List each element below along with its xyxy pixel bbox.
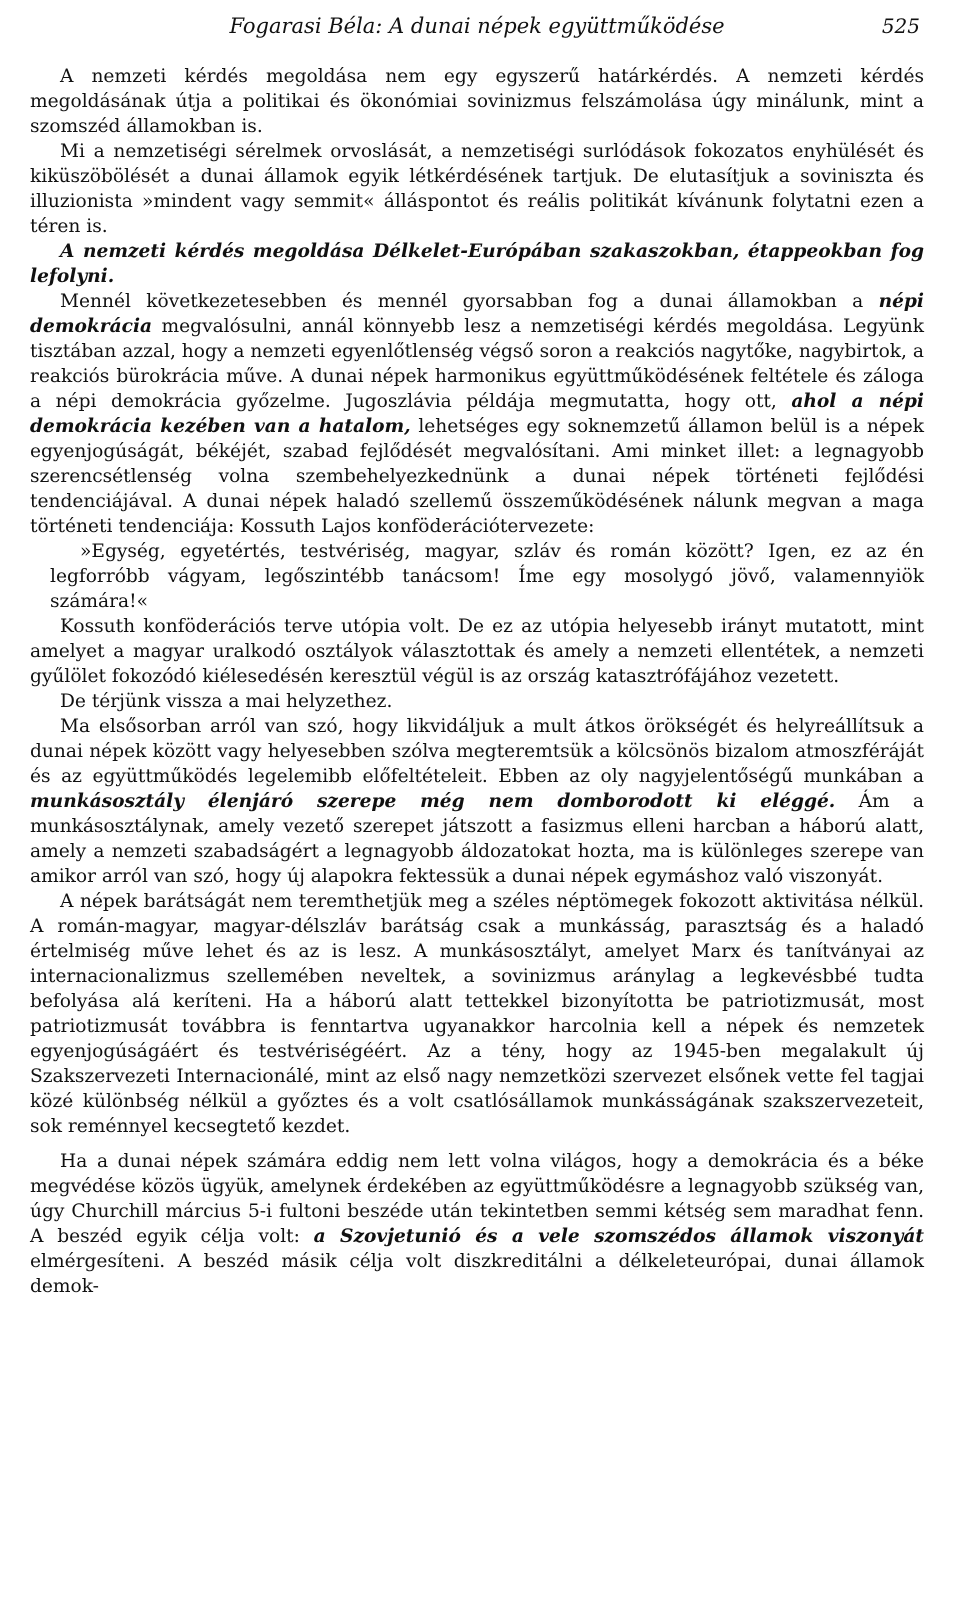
paragraph-4-emphasis-b: ahol a népi demokrácia kezében van a hatalom, xyxy=(30,391,924,437)
running-title: Fogarasi Béla: A dunai népek együttműködése xyxy=(229,14,725,38)
page-number: 525 xyxy=(881,14,920,38)
paragraph-8: A népek barátságát nem teremthetjük meg a széles néptömegek fokozott aktivitása nélkül. A román-magyar, magyar-délszláv barátság csak a munkásság, parasztság és a haladó értelmiség műve lehet és az is lesz. A munkásosztályt, amelyet Marx és tanítványai az internacionalizmus szellemében neveltek, a sovinizmus aránylag a legkevésbbé tudta befolyása alá keríteni. Ha a háború alatt tettekkel bizonyította be patriotizmusát, most patriotizmusát továbbra is fenntartva ugyanakkor harcolnia kell a népek és nemzetek egyenjogúságáért és testvériségéért. Az a tény, hogy az 1945-ben megalakult új Szakszervezeti Internacionálé, mint az első nagy nemzetközi szervezet elsőnek vette fel tagjai közé különbség nélkül a győztes és a volt csatlósállamok munkásságának szakszervezeteit, sok reménnyel kecsegtető kezdet. xyxy=(30,891,924,1137)
paragraph-5: Kossuth konföderációs terve utópia volt. De ez az utópia helyesebb irányt mutatott, mint amelyet a magyar uralkodó osztályok választottak és amely a nemzeti ellentétek, a nemzeti gyűlölet fokozódó kiélesedésén keresztül végül is az ország katasztrófájához vezetett. xyxy=(30,616,924,687)
paragraph-7-emphasis: munkásosztály élenjáró szerepe még nem domborodott ki eléggé. xyxy=(30,791,836,812)
paragraph-7-text-b: Ám a munkásosztálynak, amely vezető szerepet játszott a fasizmus elleni harcban a háború alatt, amely a nemzeti szabadságért a legnagyobb áldozatokat hozta, ma is különleges szerepe van amikor arról van szó, hogy új alapokra fektessük a dunai népek egymáshoz való viszonyát. xyxy=(30,791,924,887)
paragraph-7 xyxy=(30,714,924,889)
paragraph-4-emphasis-a: népi demokrácia xyxy=(30,291,924,337)
paragraph-4-text-b: megvalósulni, annál könnyebb lesz a nemzetiségi kérdés megoldása. Legyünk tisztában azzal, hogy a nemzeti egyenlőtlenség végső soron a reakciós nagytőke, nagybirtok, a reakciós bürokrácia műve. A dunai népek harmonikus együttműködésének feltétele és záloga a népi demokrácia győzelme. Jugoszlávia példája megmutatta, hogy ott, xyxy=(30,316,924,412)
paragraph-3-emphasis: A nemzeti kérdés megoldása Délkelet-Európában szakaszokban, étappeokban fog lefolyni. xyxy=(30,241,924,287)
paragraph-7-text-a: Ma elsősorban arról van szó, hogy likvidáljuk a mult átkos örökségét és helyreállítsuk a dunai népek között vagy helyesebben szólva megteremtsük a kölcsönös bizalom atmoszféráját és az együttműködés legelemibb előfeltételeit. Ebben az oly nagyjelentőségű munkában a xyxy=(30,716,924,787)
paragraph-2: Mi a nemzetiségi sérelmek orvoslását, a nemzetiségi surlódások fokozatos enyhülését és kiküszöbölését a dunai államok egyik létkérdésének tartjuk. De elutasítjuk a soviniszta és illuzionista »mindent vagy semmit« álláspontot és reális politikát kívánunk folytatni ezen a téren is. xyxy=(30,141,924,237)
paragraph-1: A nemzeti kérdés megoldása nem egy egyszerű határkérdés. A nemzeti kérdés megoldásának útja a politikai és ökonómiai sovinizmus felszámolása úgy minálunk, mint a szomszéd államokban is. xyxy=(30,66,924,137)
paragraph-4 xyxy=(30,289,924,539)
paragraph-9-emphasis: a Szovjetunió és a vele szomszédos államok viszonyát xyxy=(313,1226,925,1247)
paragraph-9-text-b: elmérgesíteni. A beszéd másik célja volt diszkreditálni a délkeleteurópai, dunai államok demok- xyxy=(30,1251,924,1297)
paragraph-4-text-c: lehetséges egy soknemzetű államon belül is a népek egyenjogúságát, békéjét, szabad fejlődését megvalósítani. Ami minket illet: a legnagyobb szerencsétlenség volna szembehelyezkednünk a dunai népek történeti fejlődési tendenciájával. A dunai népek haladó szellemű összeműködésének nálunk megvan a maga történeti tendenciája: Kossuth Lajos konföderációtervezete: xyxy=(30,416,924,537)
page-header xyxy=(30,14,924,46)
kossuth-quote: »Egység, egyetértés, testvériség, magyar, szláv és román között? Igen, ez az én legforróbb vágyam, legőszintébb tanácsom! Íme egy mosolygó jövő, valamennyiök számára!« xyxy=(50,541,924,612)
paragraph-4-text-a: Mennél következetesebben és mennél gyorsabban fog a dunai államokban a xyxy=(60,291,879,312)
paragraph-6: De térjünk vissza a mai helyzethez. xyxy=(60,691,393,712)
paragraph-9 xyxy=(30,1149,924,1299)
paragraph-9-text-a: Ha a dunai népek számára eddig nem lett volna világos, hogy a demokrácia és a béke megvédése közös ügyük, amelynek érdekében az együttműködésre a legnagyobb szükség van, úgy Churchill március 5-i fultoni beszéde után tekintetben semmi kétség sem maradhat fenn. A beszéd egyik célja volt: xyxy=(30,1151,924,1247)
paragraph-3 xyxy=(30,239,924,289)
